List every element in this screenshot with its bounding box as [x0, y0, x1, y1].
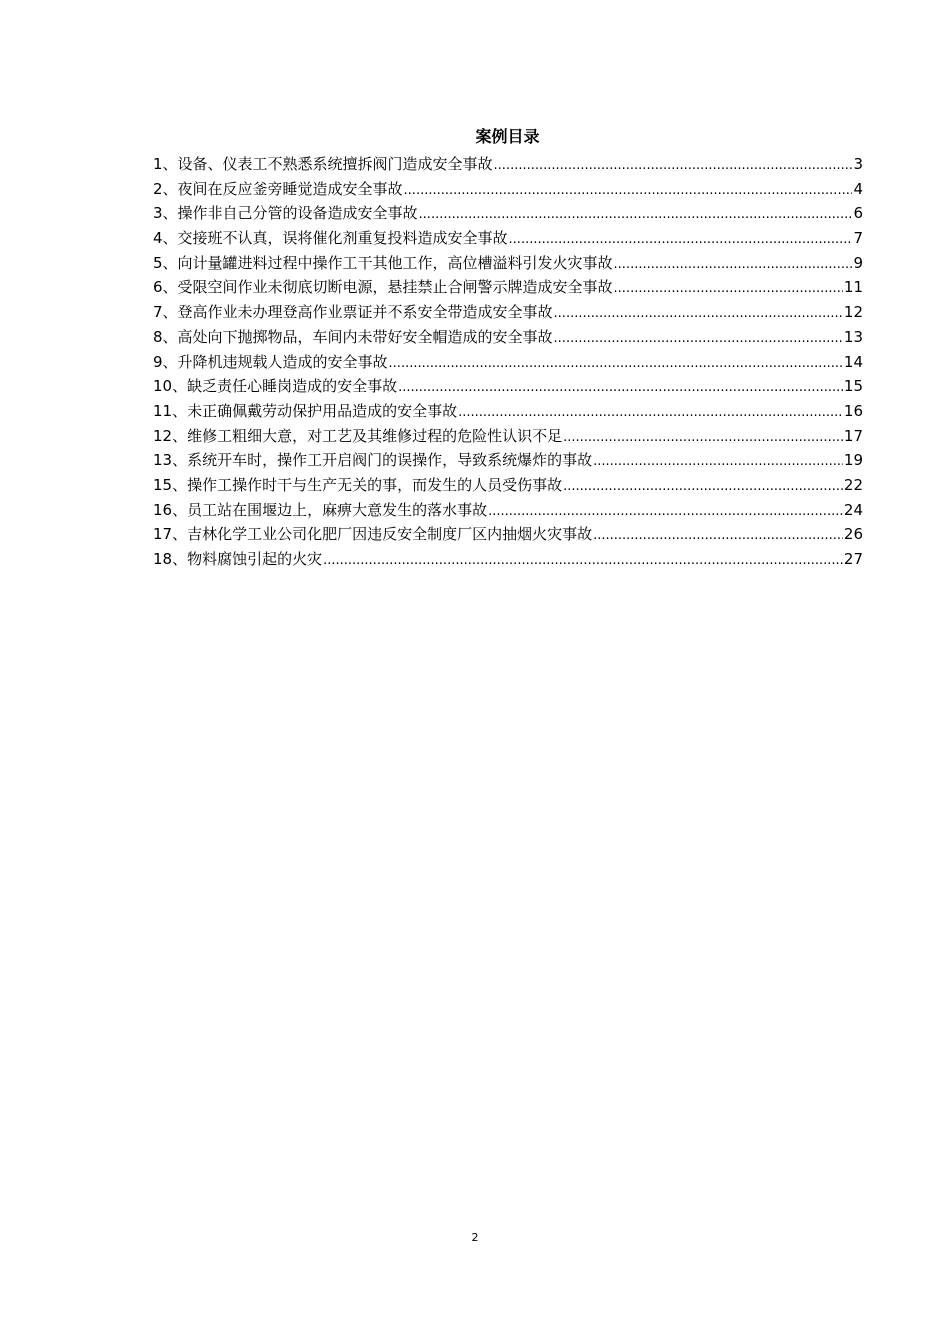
toc-entry-text: 12、维修工粗细大意，对工艺及其维修过程的危险性认识不足: [153, 426, 563, 445]
toc-entry[interactable]: [153, 201, 863, 226]
toc-entry-page: 4: [853, 179, 863, 198]
toc-leader-dots: [593, 524, 843, 549]
toc-entry[interactable]: [153, 226, 863, 251]
toc-leader-dots: [593, 450, 843, 475]
toc-entry-page: 7: [853, 229, 863, 248]
toc-leader-dots: [554, 327, 843, 352]
toc-entry[interactable]: [153, 424, 863, 449]
toc-leader-dots: [389, 352, 843, 377]
toc-entry-text: 11、未正确佩戴劳动保护用品造成的安全事故: [153, 401, 458, 420]
toc-entry[interactable]: [153, 177, 863, 202]
toc-entry-text: 17、吉林化学工业公司化肥厂因违反安全制度厂区内抽烟火灾事故: [153, 525, 593, 544]
toc-entry-text: 8、高处向下抛掷物品，车间内未带好安全帽造成的安全事故: [153, 327, 553, 346]
toc-leader-dots: [488, 500, 843, 525]
toc-list: [153, 152, 863, 572]
toc-entry[interactable]: [153, 251, 863, 276]
toc-entry-text: 10、缺乏责任心睡岗造成的安全事故: [153, 377, 398, 396]
toc-entry-page: 15: [843, 377, 863, 396]
toc-entry[interactable]: [153, 448, 863, 473]
page-number: 2: [471, 1231, 479, 1244]
toc-entry-text: 5、向计量罐进料过程中操作工干其他工作，高位槽溢料引发火灾事故: [153, 253, 613, 272]
toc-entry[interactable]: [153, 374, 863, 399]
toc-leader-dots: [458, 401, 843, 426]
toc-leader-dots: [554, 302, 843, 327]
toc-entry-text: 4、交接班不认真，误将催化剂重复投料造成安全事故: [153, 229, 508, 248]
toc-entry[interactable]: [153, 275, 863, 300]
toc-entry-text: 13、系统开车时，操作工开启阀门的误操作，导致系统爆炸的事故: [153, 451, 593, 470]
toc-leader-dots: [509, 228, 853, 253]
toc-entry[interactable]: [153, 325, 863, 350]
toc-entry-text: 9、升降机违规载人造成的安全事故: [153, 352, 388, 371]
toc-entry[interactable]: [153, 300, 863, 325]
toc-leader-dots: [614, 253, 853, 278]
toc-entry-page: 14: [843, 352, 863, 371]
toc-entry-page: 9: [853, 253, 863, 272]
toc-entry-page: 22: [843, 475, 863, 494]
toc-entry-page: 19: [843, 451, 863, 470]
toc-entry-page: 24: [843, 500, 863, 519]
toc-entry[interactable]: [153, 350, 863, 375]
toc-entry-page: 26: [843, 525, 863, 544]
toc-entry[interactable]: [153, 522, 863, 547]
toc-entry-page: 11: [843, 278, 863, 297]
toc-entry-text: 15、操作工操作时干与生产无关的事，而发生的人员受伤事故: [153, 475, 563, 494]
toc-entry-text: 1、设备、仪表工不熟悉系统擅拆阀门造成安全事故: [153, 155, 493, 173]
toc-entry-page: 16: [843, 401, 863, 420]
toc-entry-text: 6、受限空间作业未彻底切断电源，悬挂禁止合闸警示牌造成安全事故: [153, 278, 613, 297]
toc-leader-dots: [563, 475, 843, 500]
toc-entry[interactable]: [153, 473, 863, 498]
toc-entry[interactable]: [153, 399, 863, 424]
toc-entry-page: 27: [843, 550, 863, 568]
toc-leader-dots: [563, 426, 843, 451]
toc-entry-page: 3: [853, 155, 863, 173]
toc-leader-dots: [419, 203, 853, 228]
toc-entry-text: 3、操作非自己分管的设备造成安全事故: [153, 204, 418, 223]
toc-leader-dots: [323, 549, 843, 574]
toc-entry-text: 7、登高作业未办理登高作业票证并不系安全带造成安全事故: [153, 303, 553, 322]
toc-entry[interactable]: [153, 152, 863, 177]
toc-entry-page: 17: [843, 426, 863, 445]
toc-entry-page: 6: [853, 204, 863, 223]
toc-entry[interactable]: [153, 498, 863, 523]
toc-leader-dots: [614, 277, 843, 302]
toc-entry-page: 12: [843, 303, 863, 322]
toc-leader-dots: [494, 154, 853, 179]
toc-entry-page: 13: [843, 327, 863, 346]
toc-entry-text: 16、员工站在围堰边上，麻痹大意发生的落水事故: [153, 500, 488, 519]
toc-leader-dots: [398, 376, 843, 401]
toc-entry-text: 18、物料腐蚀引起的火灾: [153, 550, 323, 568]
toc-title: 案例目录: [475, 127, 540, 146]
toc-entry[interactable]: [153, 547, 863, 572]
toc-entry-text: 2、夜间在反应釜旁睡觉造成安全事故: [153, 179, 403, 198]
toc-leader-dots: [404, 179, 853, 204]
